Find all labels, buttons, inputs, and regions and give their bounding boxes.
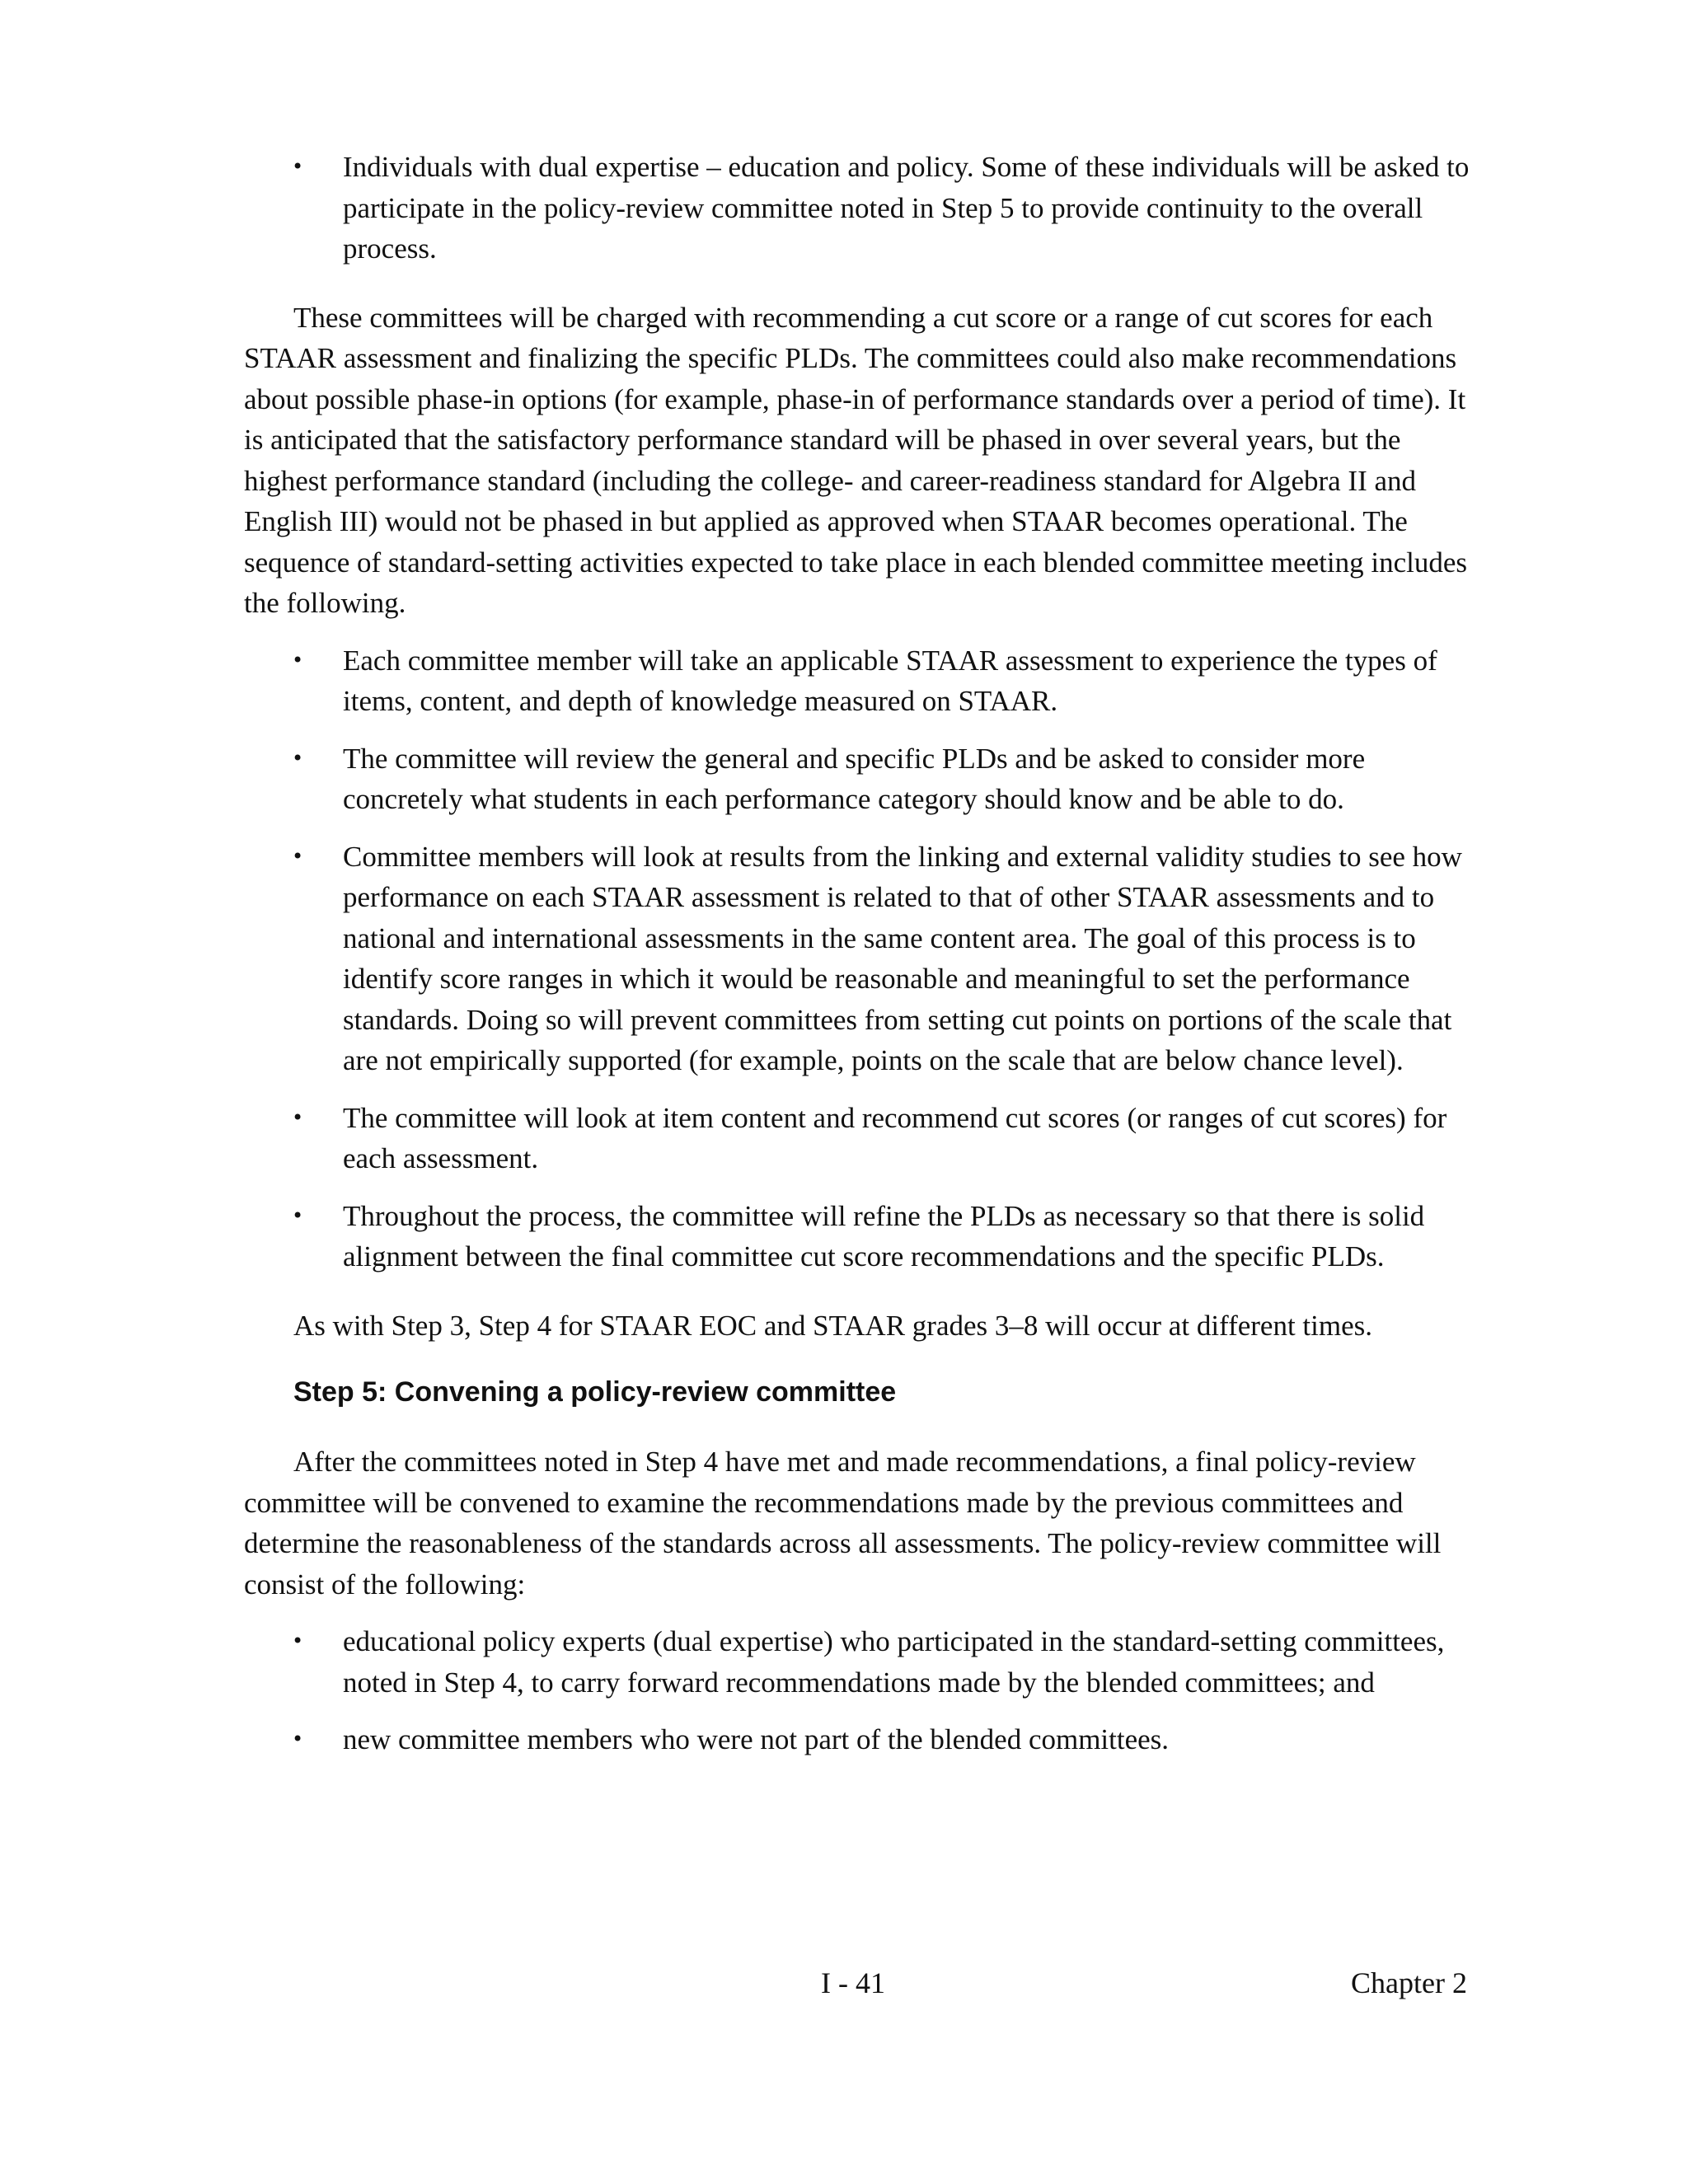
bullet-icon: • [292,1727,304,1750]
committee-bullet-list [244,1621,1480,1760]
list-item-text: The committee will look at item content and recommend cut scores (or ranges of cut scores) for each assessment. [343,1101,1447,1174]
list-item [244,147,1480,269]
list-item [244,1719,1480,1760]
bullet-icon: • [292,1203,304,1227]
list-item-text: new committee members who were not part of the blended committees. [343,1723,1170,1755]
list-item [244,837,1480,1081]
list-item [244,640,1480,722]
list-item-text: educational policy experts (dual expertise) who participated in the standard-setting committees, noted in Step 4, to carry forward recommendations made by the blended committees; and [343,1625,1445,1699]
list-item-text: Committee members will look at results from the linking and external validity studies to see how performance on each STAAR assessment is related to that of other STAAR assessments and to national and international assessments in the same content area. The goal of this process is to identify score ranges in which it would be reasonable and meaningful to set the performance standards. Doing so will prevent committees from setting cut points on portions of the scale that are not empirically supported (for example, points on the scale that are below chance level). [343,840,1462,1076]
paragraph-standards-charge: These committees will be charged with recommending a cut score or a range of cut scores for each STAAR assessment and finalizing the specific PLDs. The committees could also make recommendations about possible phase-in options (for example, phase-in of performance standards over a period of time). It is anticipated that the satisfactory performance standard will be phased in over several years, but the highest performance standard (including the college- and career-readiness standard for Algebra II and English III) would not be phased in but applied as approved when STAAR becomes operational. The sequence of standard-setting activities expected to take place in each blended committee meeting includes the following. [244,301,1467,619]
chapter-label: Chapter 2 [1351,1966,1467,1999]
list-item [244,738,1480,820]
bullet-icon: • [292,844,304,868]
bullet-icon: • [292,746,304,770]
bullet-icon: • [292,1629,304,1652]
intro-bullet-list [244,147,1480,269]
section-heading-step5: Step 5: Convening a policy-review committee [293,1376,897,1408]
bullet-icon: • [292,1105,304,1129]
list-item-text: Individuals with dual expertise – education and policy. Some of these individuals will be asked to participate in the policy-review committee noted in Step 5 to provide continuity to the overall process. [343,151,1470,265]
list-item-text: The committee will review the general and specific PLDs and be asked to consider more concretely what students in each performance category should know and be able to do. [343,742,1366,815]
page-footer [0,1966,1688,2007]
bullet-icon: • [292,648,304,672]
list-item-text: Throughout the process, the committee will refine the PLDs as necessary so that there is solid alignment between the final committee cut score recommendations and the specific PLDs. [343,1199,1425,1272]
list-item [244,1621,1480,1703]
document-body [244,147,1480,1760]
page-number: I - 41 [821,1966,885,1999]
list-item [244,1196,1480,1277]
paragraph-step4-timing: As with Step 3, Step 4 for STAAR EOC and STAAR grades 3–8 will occur at different times. [293,1309,1372,1342]
list-item-text: Each committee member will take an applicable STAAR assessment to experience the types of items, content, and depth of knowledge measured on STAAR. [343,644,1437,717]
paragraph-policy-review: After the committees noted in Step 4 have met and made recommendations, a final policy-review committee will be convened to examine the recommendations made by the previous committees and determine the reasonableness of the standards across all assessments. The policy-review committee will consist of the following: [244,1446,1442,1601]
bullet-icon: • [292,155,304,178]
activity-bullet-list [244,640,1480,1277]
list-item [244,1098,1480,1179]
